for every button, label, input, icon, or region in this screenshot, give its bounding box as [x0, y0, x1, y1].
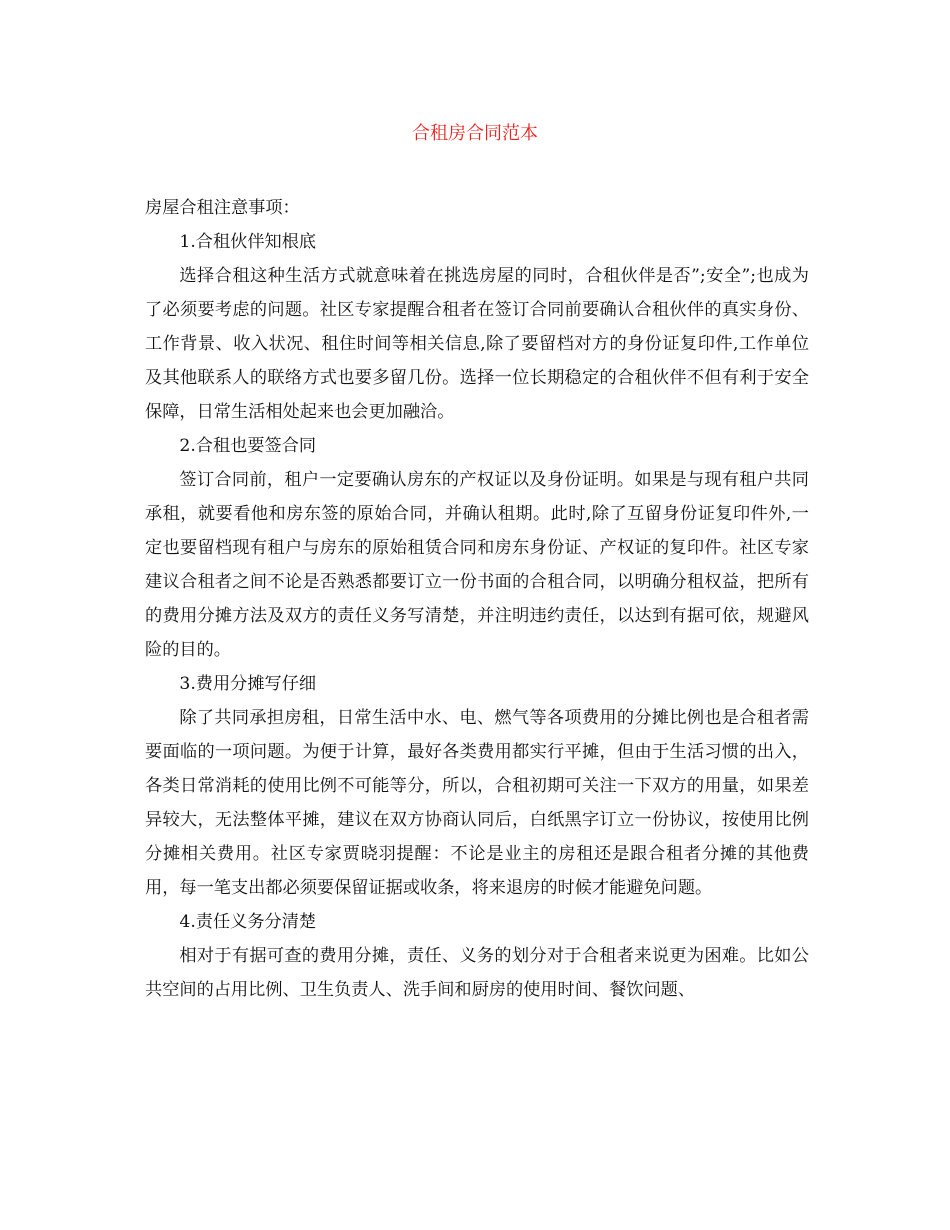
section-heading-3: 3.费用分摊写仔细	[179, 674, 317, 694]
section-heading-4: 4.责任义务分清楚	[179, 912, 317, 932]
section-paragraph-4: 相对于有据可查的费用分摊，责任、义务的划分对于合租者来说更为困难。比如公共空间的占用比例、卫生负责人、洗手间和厨房的使用时间、餐饮问题、	[145, 946, 809, 1000]
section-heading-2: 2.合租也要签合同	[179, 436, 317, 456]
intro-line: 房屋合租注意事项：	[145, 198, 300, 218]
section-heading-1: 1.合租伙伴知根底	[179, 232, 317, 252]
document-body	[145, 191, 809, 1007]
document-title: 合租房合同范本	[412, 123, 538, 144]
section-paragraph-3: 除了共同承担房租，日常生活中水、电、燃气等各项费用的分摊比例也是合租者需要面临的一项问题。为便于计算，最好各类费用都实行平摊，但由于生活习惯的出入，各类日常消耗的使用比例不可能等分，所以，合租初期可关注一下双方的用量，如果差异较大，无法整体平摊，建议在双方协商认同后，白纸黑字订立一份协议，按使用比例分摊相关费用。社区专家贾晓羽提醒：不论是业主的房租还是跟合租者分摊的其他费用，每一笔支出都必须要保留证据或收条，将来退房的时候才能避免问题。	[145, 708, 809, 898]
section-paragraph-1: 选择合租这种生活方式就意味着在挑选房屋的同时，合租伙伴是否”;安全”;也成为了必须要考虑的问题。社区专家提醒合租者在签订合同前要确认合租伙伴的真实身份、工作背景、收入状况、租住时间等相关信息,除了要留档对方的身份证复印件,工作单位及其他联系人的联络方式也要多留几份。选择一位长期稳定的合租伙伴不但有利于安全保障，日常生活相处起来也会更加融洽。	[145, 266, 809, 422]
section-paragraph-2: 签订合同前，租户一定要确认房东的产权证以及身份证明。如果是与现有租户共同承租，就要看他和房东签的原始合同，并确认租期。此时,除了互留身份证复印件外,一定也要留档现有租户与房东的原始租赁合同和房东身份证、产权证的复印件。社区专家建议合租者之间不论是否熟悉都要订立一份书面的合租合同，以明确分租权益，把所有的费用分摊方法及双方的责任义务写清楚，并注明违约责任，以达到有据可依，规避风险的目的。	[145, 470, 809, 660]
